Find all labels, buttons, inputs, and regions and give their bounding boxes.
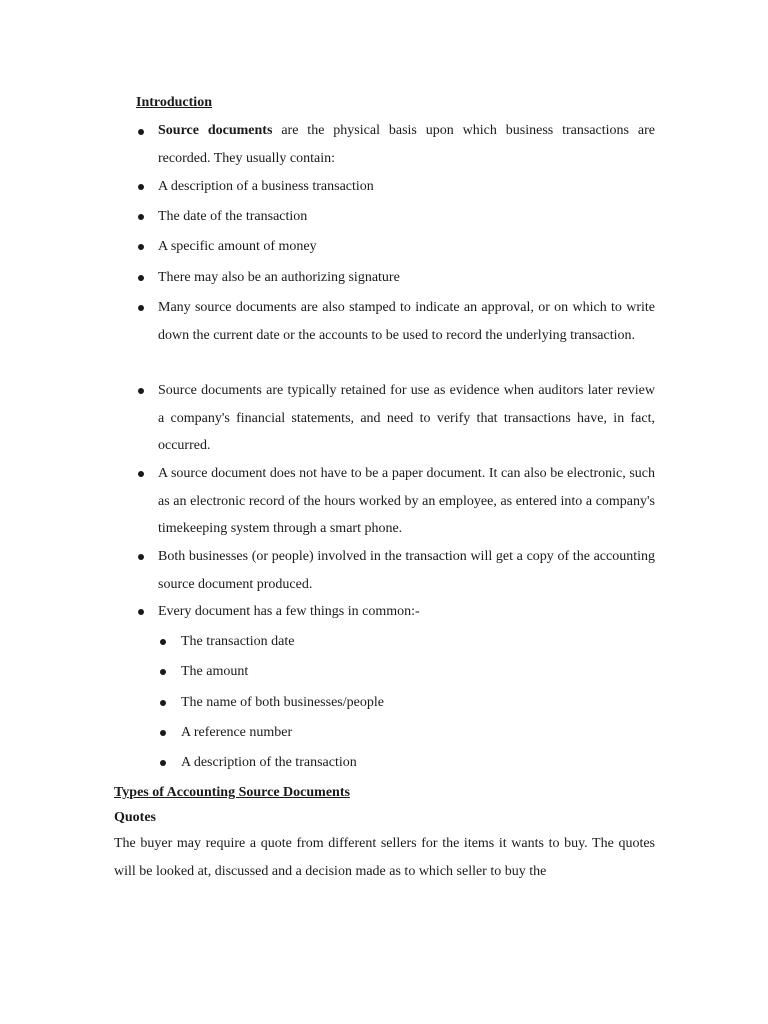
sub-list-item: The transaction date: [181, 634, 295, 649]
quotes-heading: Quotes: [114, 810, 156, 825]
list-item: [158, 117, 655, 145]
sub-bullet-icon: [160, 730, 166, 736]
sub-list-item: The name of both businesses/people: [181, 695, 384, 710]
bullet-icon: [138, 471, 144, 477]
bullet-icon: [138, 129, 144, 135]
list-item: Both businesses (or people) involved in the transaction will get a copy of the accounting source document produced.: [158, 549, 655, 592]
sub-list-item: A reference number: [181, 725, 293, 740]
sub-list-item: The amount: [181, 664, 249, 679]
source-documents-term: Source documents: [158, 123, 273, 138]
list-item: There may also be an authorizing signature: [158, 270, 400, 285]
types-heading: Types of Accounting Source Documents: [114, 785, 350, 800]
sub-bullet-icon: [160, 760, 166, 766]
list-item-continuation: [158, 145, 655, 173]
list-item: A source document does not have to be a paper document. It can also be electronic, such as an electronic record of the hours worked by an employee, as entered into a company's timekeeping system through a smart phone.: [158, 466, 655, 536]
sub-bullet-icon: [160, 639, 166, 645]
sub-bullet-icon: [160, 669, 166, 675]
sub-list-item: A description of the transaction: [181, 755, 357, 770]
list-item: Many source documents are also stamped to indicate an approval, or on which to write down the current date or the accounts to be used to record the underlying transaction.: [158, 300, 655, 343]
bullet-icon: [138, 184, 144, 190]
quotes-paragraph: The buyer may require a quote from different sellers for the items it wants to buy. The quotes will be looked at, discussed and a decision made as to which seller to buy the: [114, 836, 655, 879]
list-item: A description of a business transaction: [158, 179, 374, 194]
bullet-icon: [138, 305, 144, 311]
list-item: A specific amount of money: [158, 239, 317, 254]
bullet-icon: [138, 214, 144, 220]
bullet-icon: [138, 388, 144, 394]
list-item: Source documents are typically retained for use as evidence when auditors later review a company's financial statements, and need to verify that transactions have, in fact, occurred.: [158, 383, 655, 453]
list-item-text: are the physical basis upon which business transactions are: [272, 123, 655, 138]
bullet-icon: [138, 609, 144, 615]
bullet-icon: [138, 554, 144, 560]
bullet-icon: [138, 244, 144, 250]
bullet-icon: [138, 275, 144, 281]
list-item: The date of the transaction: [158, 209, 308, 224]
introduction-heading: Introduction: [136, 95, 212, 110]
list-item: Every document has a few things in common:-: [158, 604, 420, 619]
list-item-text: recorded. They usually contain:: [158, 151, 336, 166]
sub-bullet-icon: [160, 700, 166, 706]
